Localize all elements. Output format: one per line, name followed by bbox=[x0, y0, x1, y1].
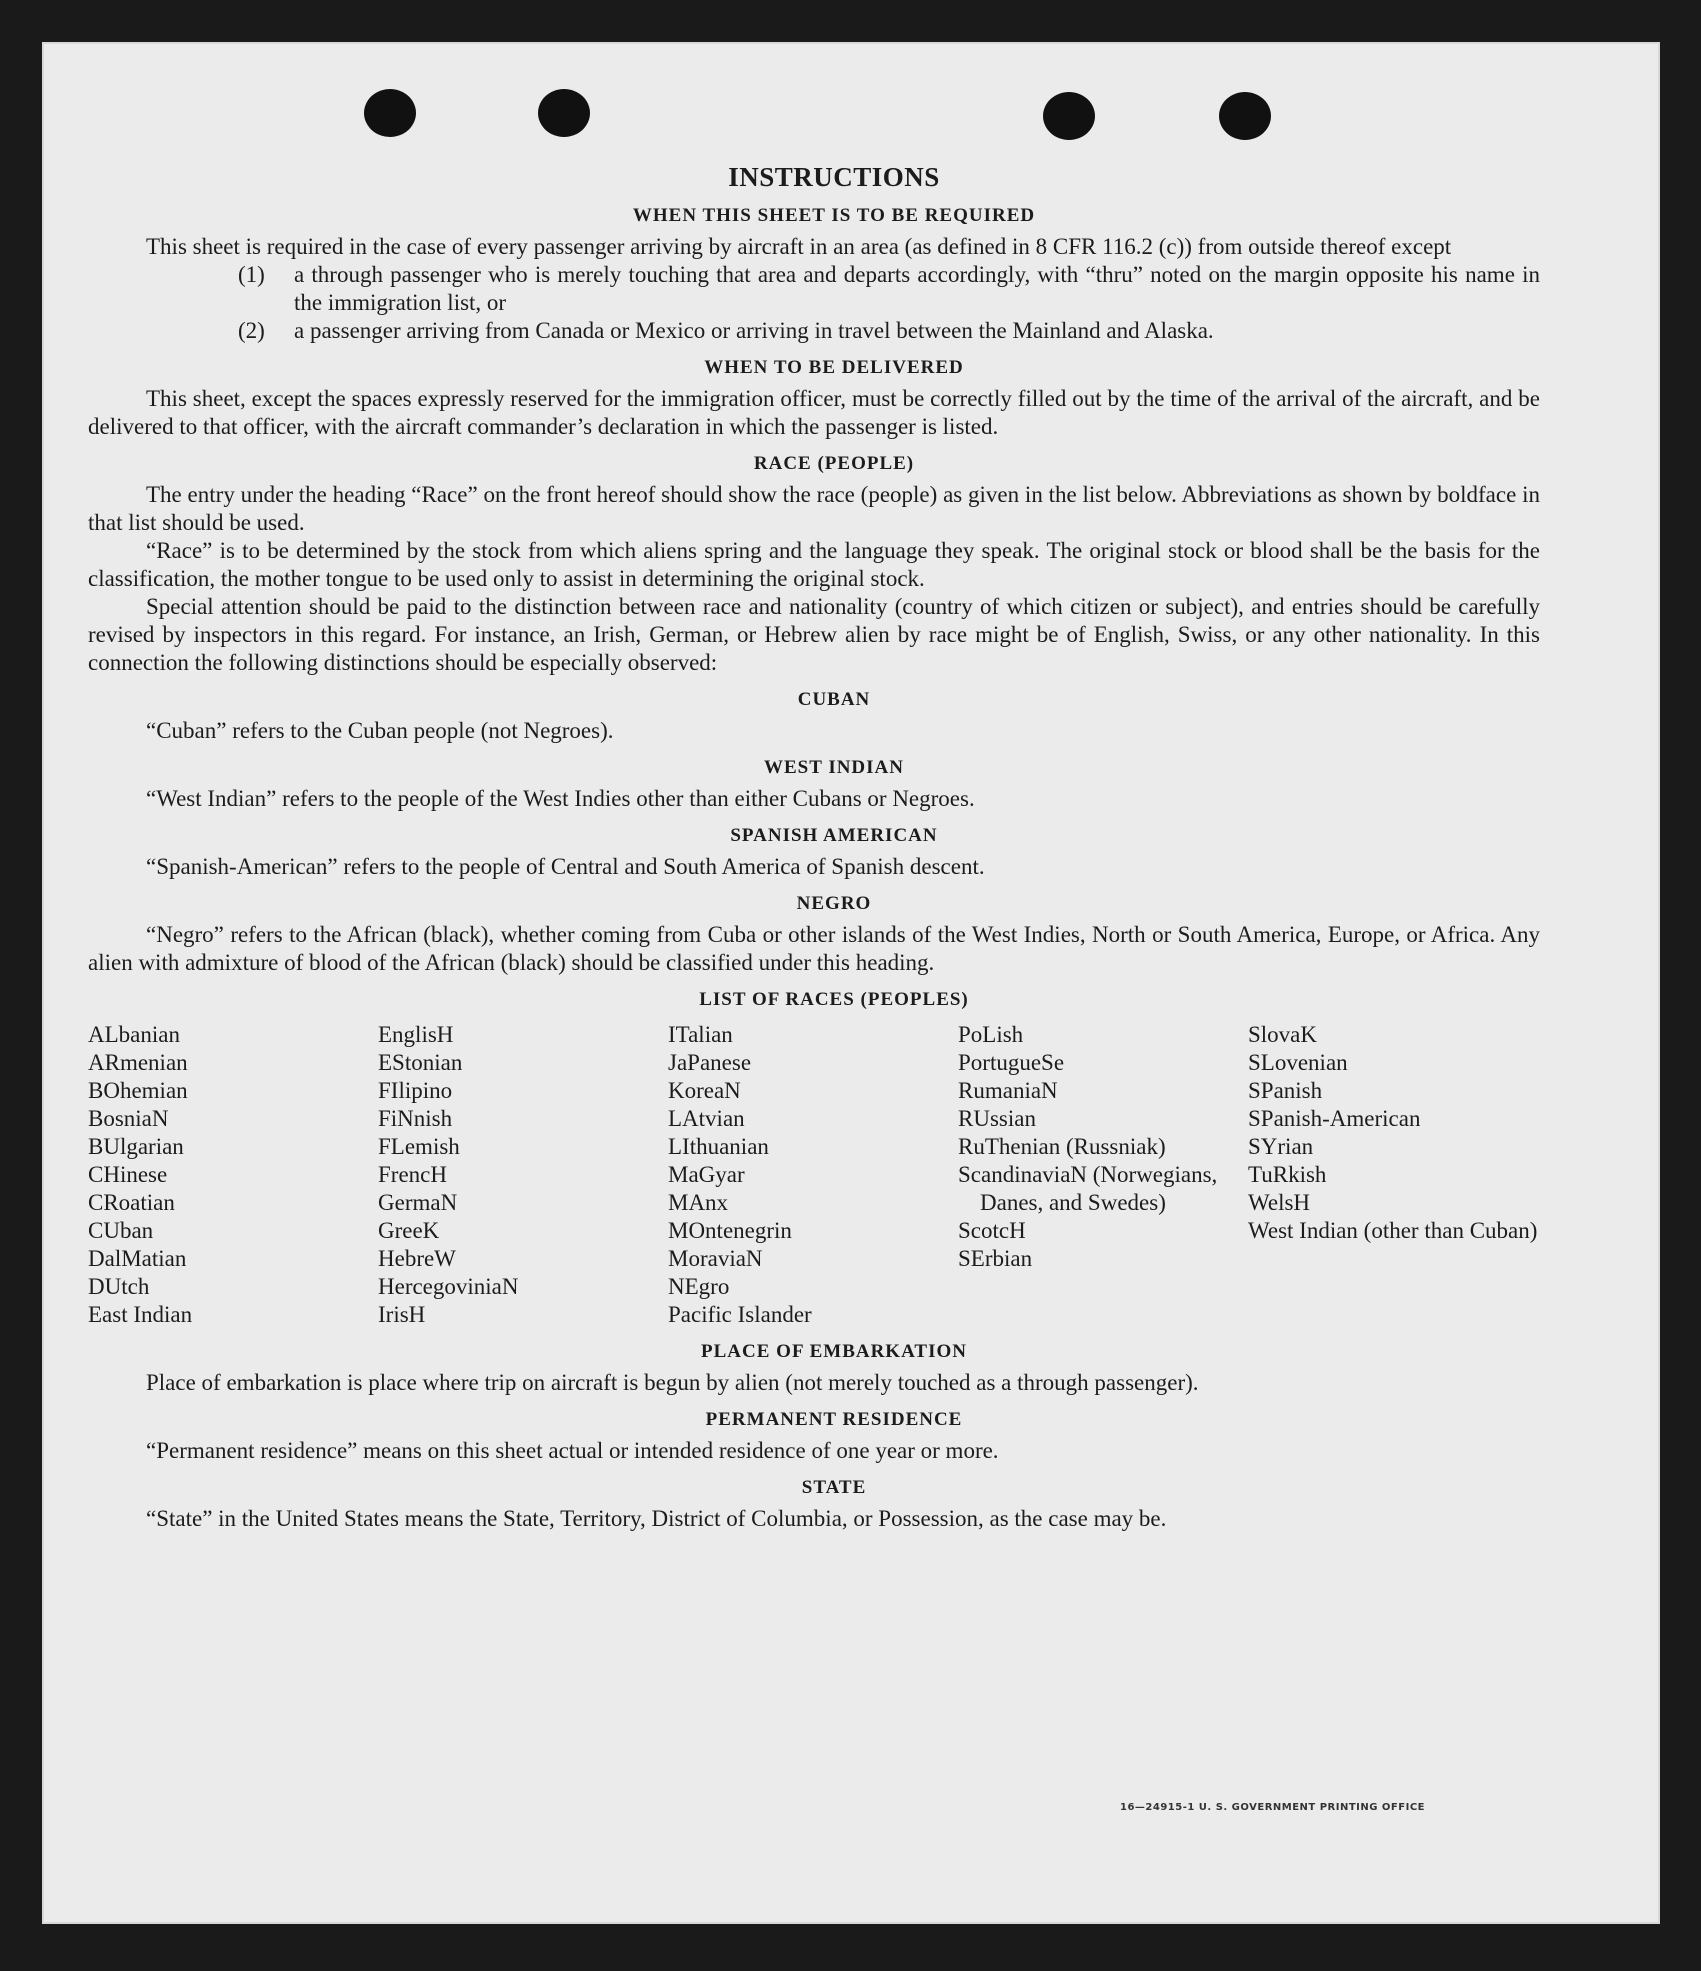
race-entry: NEgro bbox=[668, 1274, 730, 1299]
race-entry: HercegoviniaN bbox=[378, 1274, 519, 1299]
section-heading-required: WHEN THIS SHEET IS TO BE REQUIRED bbox=[632, 205, 1036, 226]
punch-hole bbox=[364, 89, 416, 137]
race-entry: MAnx bbox=[668, 1190, 729, 1215]
race-entry: ScotcH bbox=[958, 1218, 1026, 1243]
race-entry: FiNnish bbox=[378, 1106, 453, 1131]
race-entry: CRoatian bbox=[88, 1190, 175, 1215]
race-entry: ALbanian bbox=[88, 1022, 180, 1047]
race-entry: GreeK bbox=[378, 1218, 440, 1243]
section-heading-residence: PERMANENT RESIDENCE bbox=[705, 1409, 963, 1430]
race-entry: CUban bbox=[88, 1218, 154, 1243]
race-entry: GermaN bbox=[378, 1190, 458, 1215]
race-entry: DUtch bbox=[88, 1274, 150, 1299]
race-list bbox=[88, 1021, 1540, 1329]
west-indian-text: “West Indian” refers to the people of the West Indies other than either Cubans or Negroes. bbox=[146, 786, 975, 811]
race-entry: Pacific Islander bbox=[668, 1302, 812, 1327]
race-paragraph-1: The entry under the heading “Race” on the front hereof should show the race (people) as given in the list below. Abbreviations as shown by boldface in that list should be used. bbox=[88, 482, 1540, 535]
section-heading-negro: NEGRO bbox=[796, 893, 872, 914]
item-text: a passenger arriving from Canada or Mexico or arriving in travel between the Mainland and Alaska. bbox=[294, 318, 1214, 343]
section-heading-cuban: CUBAN bbox=[797, 689, 871, 710]
item-number: (2) bbox=[238, 318, 265, 343]
race-entry: FrencH bbox=[378, 1162, 447, 1187]
race-entry: SPanish-American bbox=[1248, 1106, 1421, 1131]
race-entry: West Indian (other than Cuban) bbox=[1248, 1218, 1538, 1243]
race-entry: EStonian bbox=[378, 1050, 463, 1075]
section-heading-delivered: WHEN TO BE DELIVERED bbox=[704, 357, 964, 378]
race-entry: TuRkish bbox=[1248, 1162, 1327, 1187]
race-entry: SLovenian bbox=[1248, 1050, 1348, 1075]
punch-hole bbox=[1219, 92, 1271, 140]
race-entry: IrisH bbox=[378, 1302, 426, 1327]
negro-text: “Negro” refers to the African (black), whether coming from Cuba or other islands of the West Indies, North or South America, Europe, or Africa. Any alien with admixture of blood of the African (black) should be classified under this heading. bbox=[88, 922, 1540, 975]
section-heading-west-indian: WEST INDIAN bbox=[764, 757, 904, 778]
exception-item bbox=[88, 317, 1540, 345]
race-entry: MaGyar bbox=[668, 1162, 745, 1187]
race-entry: SYrian bbox=[1248, 1134, 1314, 1159]
delivered-text: This sheet, except the spaces expressly reserved for the immigration officer, must be correctly filled out by the time of the arrival of the aircraft, and be delivered to that officer, with the aircraft commander’s declaration in which the passenger is listed. bbox=[88, 386, 1540, 439]
race-entry: RuThenian (Russniak) bbox=[958, 1134, 1166, 1159]
race-entry: BUlgarian bbox=[88, 1134, 184, 1159]
race-column bbox=[88, 1021, 378, 1329]
race-entry: FIlipino bbox=[378, 1078, 453, 1103]
race-entry: PortugueSe bbox=[958, 1050, 1065, 1075]
section-heading-embarkation: PLACE OF EMBARKATION bbox=[701, 1341, 967, 1362]
item-text: a through passenger who is merely touching that area and departs accordingly, with “thru” noted on the margin opposite his name in the immigration list, or bbox=[294, 262, 1540, 315]
required-intro: This sheet is required in the case of every passenger arriving by aircraft in an area (as defined in 8 CFR 116.2 (c)) from outside thereof except bbox=[146, 234, 1452, 259]
race-entry: FLemish bbox=[378, 1134, 460, 1159]
race-paragraph-3: Special attention should be paid to the distinction between race and nationality (country of which citizen or subject), and entries should be carefully revised by inspectors in this regard. For instance, an Irish, German, or Hebrew alien by race might be of English, Swiss, or any other nationality. In this connection the following distinctions should be especially observed: bbox=[88, 594, 1540, 675]
section-heading-spanish-american: SPANISH AMERICAN bbox=[730, 825, 938, 846]
race-entry: LAtvian bbox=[668, 1106, 745, 1131]
race-entry: WelsH bbox=[1248, 1190, 1311, 1215]
punch-hole bbox=[1043, 92, 1095, 140]
race-entry: KoreaN bbox=[668, 1078, 741, 1103]
race-entry: BOhemian bbox=[88, 1078, 188, 1103]
punch-hole bbox=[538, 89, 590, 137]
race-column bbox=[668, 1021, 958, 1329]
race-entry: SlovaK bbox=[1248, 1022, 1317, 1047]
race-column bbox=[1248, 1021, 1538, 1329]
race-entry: ARmenian bbox=[88, 1050, 188, 1075]
race-entry: East Indian bbox=[88, 1302, 193, 1327]
item-number: (1) bbox=[238, 262, 265, 287]
section-heading-race: RACE (PEOPLE) bbox=[753, 453, 915, 474]
race-entry: RumaniaN bbox=[958, 1078, 1058, 1103]
race-entry: SPanish bbox=[1248, 1078, 1323, 1103]
race-entry: JaPanese bbox=[668, 1050, 752, 1075]
section-heading-race-list: LIST OF RACES (PEOPLES) bbox=[699, 989, 969, 1010]
cuban-text: “Cuban” refers to the Cuban people (not Negroes). bbox=[146, 718, 614, 743]
embarkation-text: Place of embarkation is place where trip on aircraft is begun by alien (not merely touched as a through passenger). bbox=[146, 1370, 1199, 1395]
race-entry: MoraviaN bbox=[668, 1246, 763, 1271]
printing-office-code: 16—24915-1 U. S. GOVERNMENT PRINTING OFFICE bbox=[1120, 1802, 1425, 1813]
residence-text: “Permanent residence” means on this sheet actual or intended residence of one year or more. bbox=[146, 1438, 999, 1463]
section-heading-state: STATE bbox=[801, 1477, 867, 1498]
exception-item bbox=[88, 261, 1540, 317]
race-entry: LIthuanian bbox=[668, 1134, 769, 1159]
document-page bbox=[42, 42, 1660, 1924]
race-entry: ITalian bbox=[668, 1022, 733, 1047]
page-title: INSTRUCTIONS bbox=[728, 162, 940, 192]
race-entry: HebreW bbox=[378, 1246, 456, 1271]
race-column bbox=[958, 1021, 1248, 1329]
race-entry: ScandinaviaN (Norwegians, Danes, and Swedes) bbox=[958, 1162, 1218, 1215]
race-entry: SErbian bbox=[958, 1246, 1033, 1271]
instructions-content bbox=[88, 162, 1540, 1533]
race-paragraph-2: “Race” is to be determined by the stock from which aliens spring and the language they speak. The original stock or blood shall be the basis for the classification, the mother tongue to be used only to assist in determining the original stock. bbox=[88, 538, 1540, 591]
race-entry: BosniaN bbox=[88, 1106, 169, 1131]
race-entry: RUssian bbox=[958, 1106, 1036, 1131]
spanish-american-text: “Spanish-American” refers to the people of Central and South America of Spanish descent. bbox=[146, 854, 985, 879]
race-column bbox=[378, 1021, 668, 1329]
race-entry: CHinese bbox=[88, 1162, 168, 1187]
race-entry: DalMatian bbox=[88, 1246, 187, 1271]
race-entry: EnglisH bbox=[378, 1022, 454, 1047]
race-entry: PoLish bbox=[958, 1022, 1024, 1047]
state-text: “State” in the United States means the State, Territory, District of Columbia, or Possession, as the case may be. bbox=[146, 1506, 1167, 1531]
race-entry: MOntenegrin bbox=[668, 1218, 792, 1243]
